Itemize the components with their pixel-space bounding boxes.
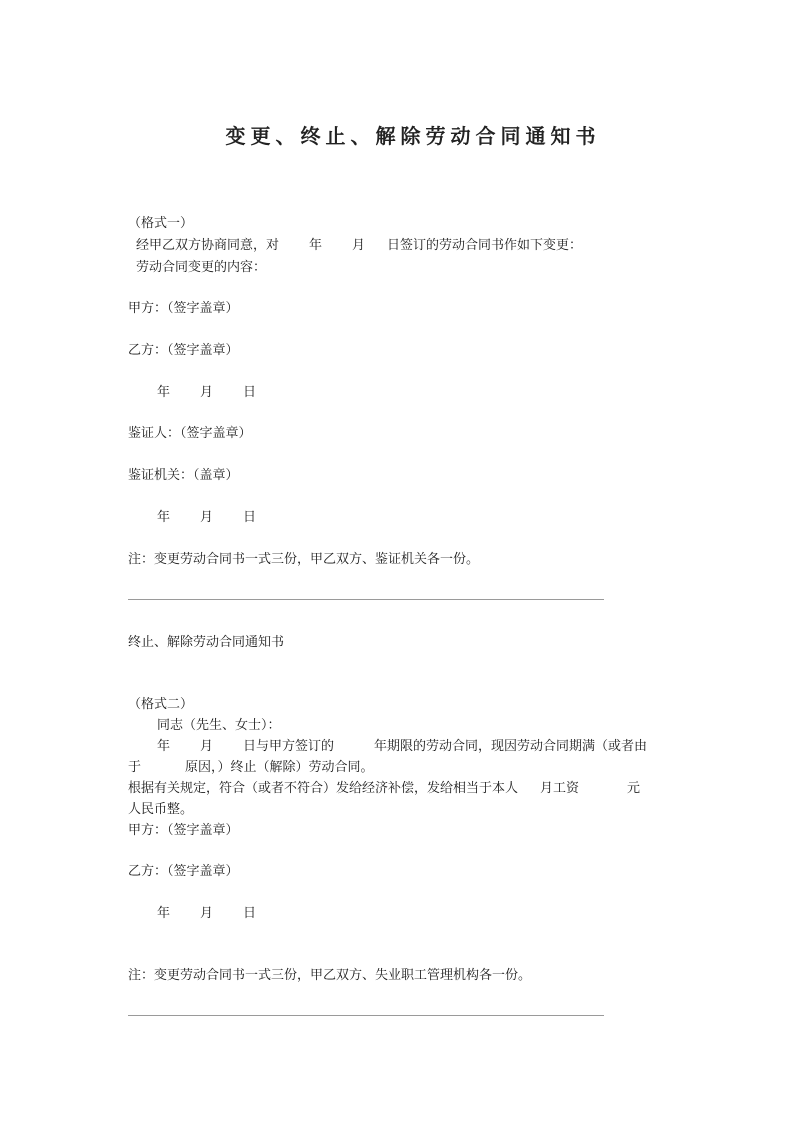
- agreement-prefix: 经甲乙双方协商同意，对: [136, 238, 280, 253]
- reason-prefix: 于: [128, 760, 142, 775]
- date-day: 日: [243, 385, 257, 400]
- agreement-year: 年: [309, 238, 323, 253]
- date-year: 年: [157, 510, 171, 525]
- witness-signature: 鉴证人：（签字盖章）: [128, 426, 252, 441]
- section-divider: [128, 599, 604, 600]
- yuan-label: 元: [627, 781, 641, 796]
- party-a-signature: 甲方：（签字盖章）: [128, 301, 239, 316]
- reason-suffix: 原因，）终止（解除）劳动合同。: [185, 760, 374, 775]
- compensation-text: 根据有关规定，符合（或者不符合）发给经济补偿，发给相当于本人: [128, 781, 519, 796]
- signing-date-2: [157, 510, 256, 526]
- date-year: 年: [157, 385, 171, 400]
- contract-year: 年: [157, 739, 171, 754]
- document-title: 变更、终止、解除劳动合同通知书: [225, 124, 601, 148]
- date-day: 日: [243, 510, 257, 525]
- signing-date-3: [157, 906, 256, 922]
- agreement-suffix: 日签订的劳动合同书作如下变更：: [387, 238, 583, 253]
- section-two-heading: 终止、解除劳动合同通知书: [128, 635, 285, 650]
- salutation: 同志（先生、女士）：: [157, 718, 281, 733]
- contract-day-text: 日与甲方签订的: [243, 739, 335, 754]
- party-b-signature-2: 乙方：（签字盖章）: [128, 864, 239, 879]
- date-month: 月: [200, 906, 214, 921]
- rmb-whole: 人民币整。: [128, 802, 194, 817]
- agreement-month: 月: [352, 238, 366, 253]
- date-month: 月: [200, 385, 214, 400]
- party-b-signature: 乙方：（签字盖章）: [128, 343, 239, 358]
- witness-org-seal: 鉴证机关：（盖章）: [128, 468, 239, 483]
- signing-date-1: [157, 385, 256, 401]
- contract-line-1: [157, 739, 647, 755]
- format-two-label: （格式二）: [128, 697, 194, 712]
- change-content-label: 劳动合同变更的内容：: [136, 260, 267, 275]
- date-day: 日: [243, 906, 257, 921]
- date-month: 月: [200, 510, 214, 525]
- compensation-line: [128, 781, 640, 797]
- note-one: 注：变更劳动合同书一式三份，甲乙双方、鉴证机关各一份。: [128, 552, 480, 567]
- note-two: 注：变更劳动合同书一式三份，甲乙双方、失业职工管理机构各一份。: [128, 968, 532, 983]
- month-wage-label: 月工资: [540, 781, 580, 796]
- contract-term-text: 年期限的劳动合同，现因劳动合同期满（或者由: [374, 739, 648, 754]
- date-year: 年: [157, 906, 171, 921]
- contract-month: 月: [200, 739, 214, 754]
- format-one-label: （格式一）: [128, 216, 194, 231]
- party-a-signature-2: 甲方：（签字盖章）: [128, 823, 239, 838]
- section-divider-bottom: [128, 1015, 604, 1016]
- agreement-line: [136, 238, 582, 254]
- contract-line-2: [128, 760, 374, 776]
